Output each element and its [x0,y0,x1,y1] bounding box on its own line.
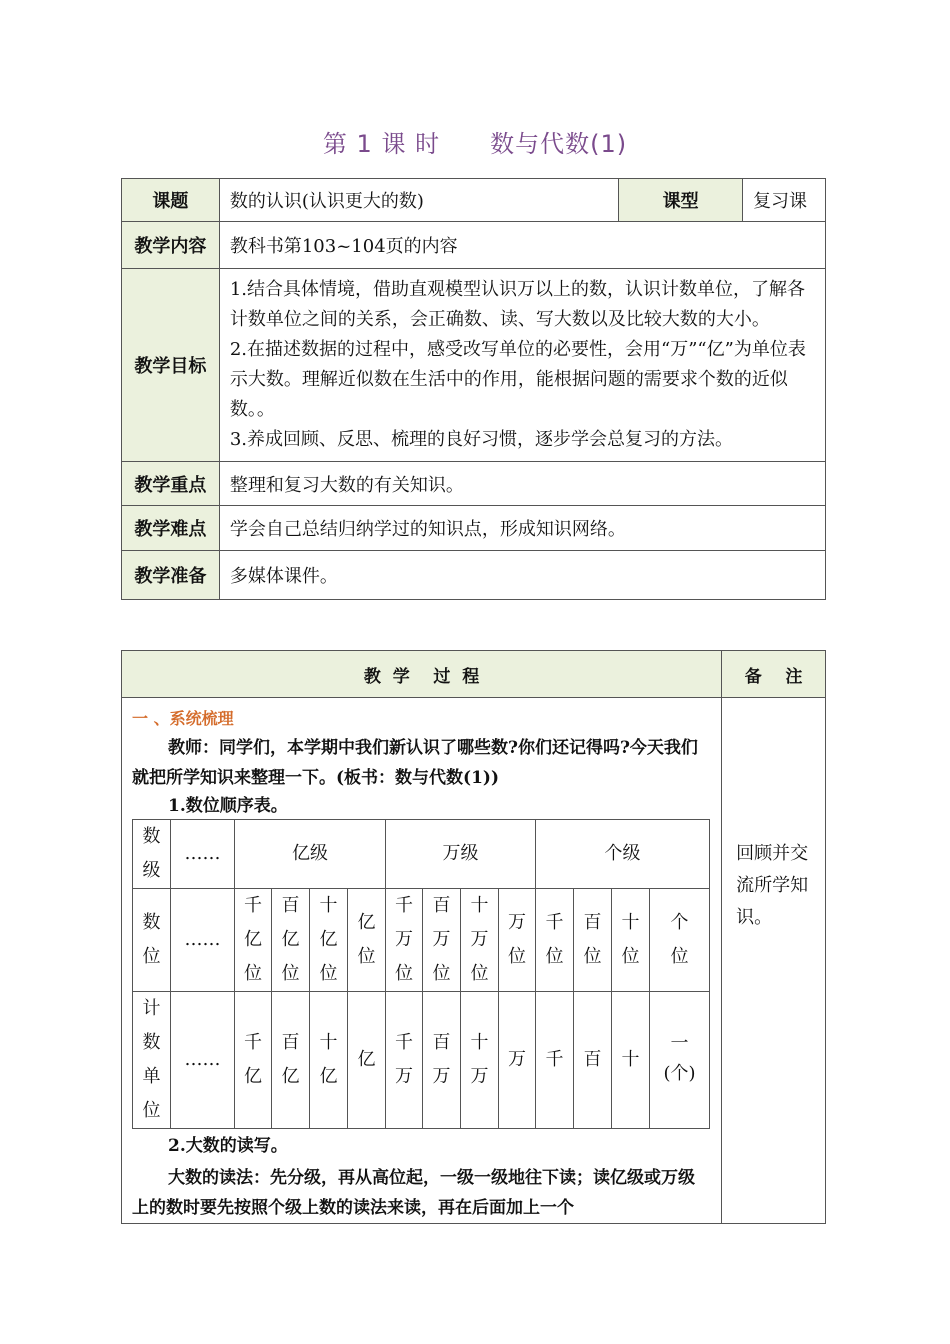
position-cell: 万位 [508,912,526,967]
lesson-topic: 数与代数(1) [490,130,628,158]
unit-cell: 千 [545,1049,564,1070]
level-wan: 万级 [386,820,536,889]
difficulty-label: 教学难点 [122,506,220,551]
position-cell: 百位 [583,912,602,967]
dots: …… [171,889,235,992]
position-cell: 百万位 [432,895,451,984]
unit-cell: 百 [583,1049,602,1070]
type-label: 课型 [619,179,743,222]
teaching-process-table [121,650,826,1224]
topic-label: 课题 [122,179,220,222]
dots: …… [171,820,235,889]
unit-cell: 百亿 [281,1032,300,1087]
goal-item: 1.结合具体情境，借助直观模型认识万以上的数，认识计数单位，了解各计数单位之间的关系，会正确数、读、写大数以及比较大数的大小。 [229,279,806,330]
item-read-write: 2.大数的读写。 [168,1136,288,1156]
note-header: 备 注 [722,651,826,698]
unit-cell: 百万 [432,1032,451,1087]
position-cell: 亿位 [357,912,376,967]
goals-cell [219,269,825,462]
goal-item: 2.在描述数据的过程中，感受改写单位的必要性，会用“万”“亿”为单位表示大数。理解近似数在生活中的作用，能根据问题的需要求个数的近似数。。 [229,339,806,420]
goal-item: 3.养成回顾、反思、梳理的良好习惯，逐步学会总复习的方法。 [229,429,734,450]
process-header: 教 学 过 程 [122,651,722,698]
prep-value: 多媒体课件。 [219,551,825,600]
position-cell: 十万位 [470,895,489,984]
row-label-unit: 计数单位 [142,998,161,1121]
unit-cell: 十万 [470,1032,489,1087]
reading-rule-paragraph: 大数的读法：先分级，再从高位起，一级一级地往下读；读亿级或万级上的数时要先按照个级上数的读法来读，再在后面加上一个 [132,1168,695,1218]
key-label: 教学重点 [122,462,220,506]
difficulty-value: 学会自己总结归纳学过的知识点，形成知识网络。 [219,506,825,551]
page-title [0,124,950,159]
unit-cell: 千万 [395,1032,413,1087]
note-cell: 回顾并交流所学知识。 [722,698,826,1224]
topic-value: 数的认识(认识更大的数) [219,179,618,222]
unit-cell: 千亿 [244,1032,262,1087]
unit-cell: 十亿 [319,1032,338,1087]
level-ge: 个级 [536,820,710,889]
position-cell: 千亿位 [244,895,262,984]
unit-cell: 万 [508,1049,526,1070]
lesson-number: 第 1 课 时 [322,130,441,158]
level-yi: 亿级 [235,820,386,889]
position-cell: 十亿位 [319,895,338,984]
unit-cell: 十 [621,1049,640,1070]
row-label-level: 数级 [142,826,161,881]
content-label: 教学内容 [122,222,220,269]
position-cell: 个位 [670,912,689,967]
position-cell: 百亿位 [281,895,300,984]
type-value: 复习课 [743,179,826,222]
position-cell: 十位 [621,912,640,967]
unit-cell: 一(个) [663,1033,696,1084]
lesson-info-table [121,178,826,600]
position-cell: 千万位 [395,895,413,984]
dots: …… [171,992,235,1129]
item-place-table: 1.数位顺序表。 [168,796,288,816]
section-title: 一 、系统梳理 [132,709,234,728]
content-value: 教科书第103~104页的内容 [219,222,825,269]
place-value-table [132,819,710,1129]
prep-label: 教学准备 [122,551,220,600]
position-cell: 千位 [545,912,564,967]
row-label-position: 数位 [142,912,161,967]
key-value: 整理和复习大数的有关知识。 [219,462,825,506]
unit-cell: 亿 [357,1049,376,1070]
goals-label: 教学目标 [122,269,220,462]
intro-paragraph: 教师：同学们，本学期中我们新认识了哪些数?你们还记得吗?今天我们就把所学知识来整理一下。(板书：数与代数(1)) [132,738,698,788]
process-content [122,698,722,1224]
